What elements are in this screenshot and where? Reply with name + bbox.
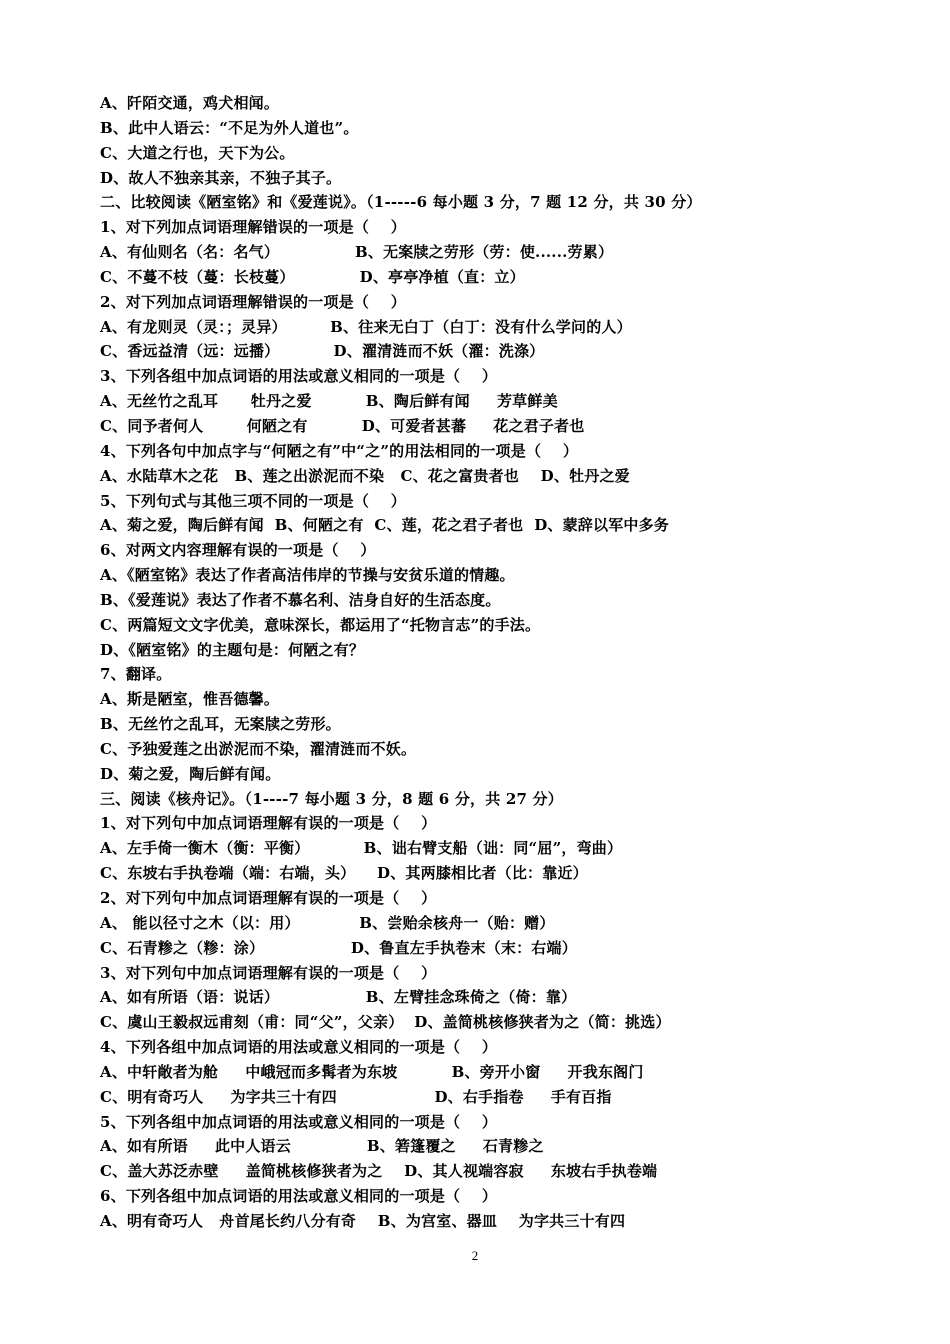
text-line: 2、对下列加点词语理解错误的一项是（ ） — [100, 292, 406, 311]
text-line: A、有仙则名（名：名气） B、无案牍之劳形（劳：使......劳累） — [100, 243, 614, 262]
text-line: C、予独爱莲之出淤泥而不染，濯清涟而不妖。 — [100, 739, 417, 758]
text-line: 二、比较阅读《陋室铭》和《爱莲说》。（1-----6 每小题 3 分，7 题 12 分，共 30 分） — [100, 193, 702, 212]
text-line: A、 能以径寸之木（以：用） B、尝贻余核舟一（贻：赠） — [100, 913, 555, 932]
text-line: 1、对下列句中加点词语理解有误的一项是（ ） — [100, 814, 437, 833]
text-line: 7、翻译。 — [100, 665, 172, 684]
text-line: A、如有所语（语：说话） B、左臂挂念珠倚之（倚：靠） — [100, 988, 577, 1007]
text-line: C、盖大苏泛赤壁 盖简桃核修狭者为之 D、其人视端容寂 东坡右手执卷端 — [100, 1162, 658, 1181]
text-line: A、无丝竹之乱耳 牡丹之爱 B、陶后鲜有闻 芳草鲜美 — [100, 392, 558, 411]
text-line: A、菊之爱，陶后鲜有闻 B、何陋之有 C、莲，花之君子者也 D、蒙辞以军中多务 — [100, 516, 669, 535]
text-line: 3、对下列句中加点词语理解有误的一项是（ ） — [100, 963, 437, 982]
text-line: C、明有奇巧人 为字共三十有四 D、右手指卷 手有百指 — [100, 1087, 612, 1106]
text-body — [100, 91, 920, 1234]
text-line: D、《陋室铭》的主题句是：何陋之有？ — [100, 640, 365, 659]
text-line: B、此中人语云：“不足为外人道也”。 — [100, 118, 359, 137]
text-line: 6、对两文内容理解有误的一项是（ ） — [100, 541, 376, 560]
text-line: A、阡陌交通，鸡犬相闻。 — [100, 94, 280, 112]
text-line: 5、下列句式与其他三项不同的一项是（ ） — [100, 491, 406, 510]
text-line: C、香远益清（远：远播） D、濯清涟而不妖（濯：洗涤） — [100, 342, 545, 361]
text-line: C、石青糁之（糁：涂） D、鲁直左手执卷末（末：右端） — [100, 938, 577, 957]
text-line: C、虞山王毅叔远甫刻（甫：同“父”，父亲） D、盖简桃核修狭者为之（简：挑选） — [100, 1013, 671, 1032]
text-line: B、无丝竹之乱耳，无案牍之劳形。 — [100, 715, 341, 734]
text-line: D、故人不独亲其亲，不独子其子。 — [100, 168, 342, 187]
text-line: A、有龙则灵（灵：；灵异） B、往来无白丁（白丁：没有什么学问的人） — [100, 317, 632, 336]
text-line: 3、下列各组中加点词语的用法或意义相同的一项是（ ） — [100, 367, 498, 386]
page-number: 2 — [471, 1248, 479, 1263]
text-line: 1、对下列加点词语理解错误的一项是（ ） — [100, 218, 406, 237]
text-line: A、水陆草木之花 B、莲之出淤泥而不染 C、花之富贵者也 D、牡丹之爱 — [100, 466, 630, 485]
text-line: C、东坡右手执卷端（端：右端，头） D、其两膝相比者（比：靠近） — [100, 864, 588, 883]
text-line: A、如有所语 此中人语云 B、箬篷覆之 石青糁之 — [100, 1137, 544, 1156]
text-line: C、同予者何人 何陋之有 D、可爱者甚蕃 花之君子者也 — [100, 416, 585, 435]
text-line: C、不蔓不枝（蔓：长枝蔓） D、亭亭净植（直：立） — [100, 267, 525, 286]
text-line: C、大道之行也，天下为公。 — [100, 143, 295, 162]
text-line: B、《爱莲说》表达了作者不慕名利、洁身自好的生活态度。 — [100, 590, 501, 609]
text-line: A、《陋室铭》表达了作者高洁伟岸的节操与安贫乐道的情趣。 — [100, 566, 515, 585]
text-line: 5、下列各组中加点词语的用法或意义相同的一项是（ ） — [100, 1112, 498, 1131]
text-line: C、两篇短文文字优美，意味深长，都运用了“托物言志”的手法。 — [100, 615, 541, 634]
text-line: A、斯是陋室，惟吾德馨。 — [100, 690, 280, 709]
text-line: 4、下列各组中加点词语的用法或意义相同的一项是（ ） — [100, 1038, 498, 1057]
text-line: 三、阅读《核舟记》。（1----7 每小题 3 分，8 题 6 分，共 27 分） — [100, 789, 563, 808]
text-line: 4、下列各句中加点字与“何陋之有”中“之”的用法相同的一项是（ ） — [100, 441, 579, 460]
text-line: A、明有奇巧人 舟首尾长约八分有奇 B、为宫室、器皿 为字共三十有四 — [100, 1211, 626, 1230]
text-line: D、菊之爱，陶后鲜有闻。 — [100, 764, 281, 783]
text-line: 6、下列各组中加点词语的用法或意义相同的一项是（ ） — [100, 1187, 498, 1206]
text-line: A、中轩敞者为舱 中峨冠而多髯者为东坡 B、旁开小窗 开我东阁门 — [100, 1062, 644, 1081]
text-line: A、左手倚一衡木（衡：平衡） B、诎右臂支船（诎：同“屈”，弯曲） — [100, 839, 623, 858]
text-line: 2、对下列句中加点词语理解有误的一项是（ ） — [100, 889, 437, 907]
